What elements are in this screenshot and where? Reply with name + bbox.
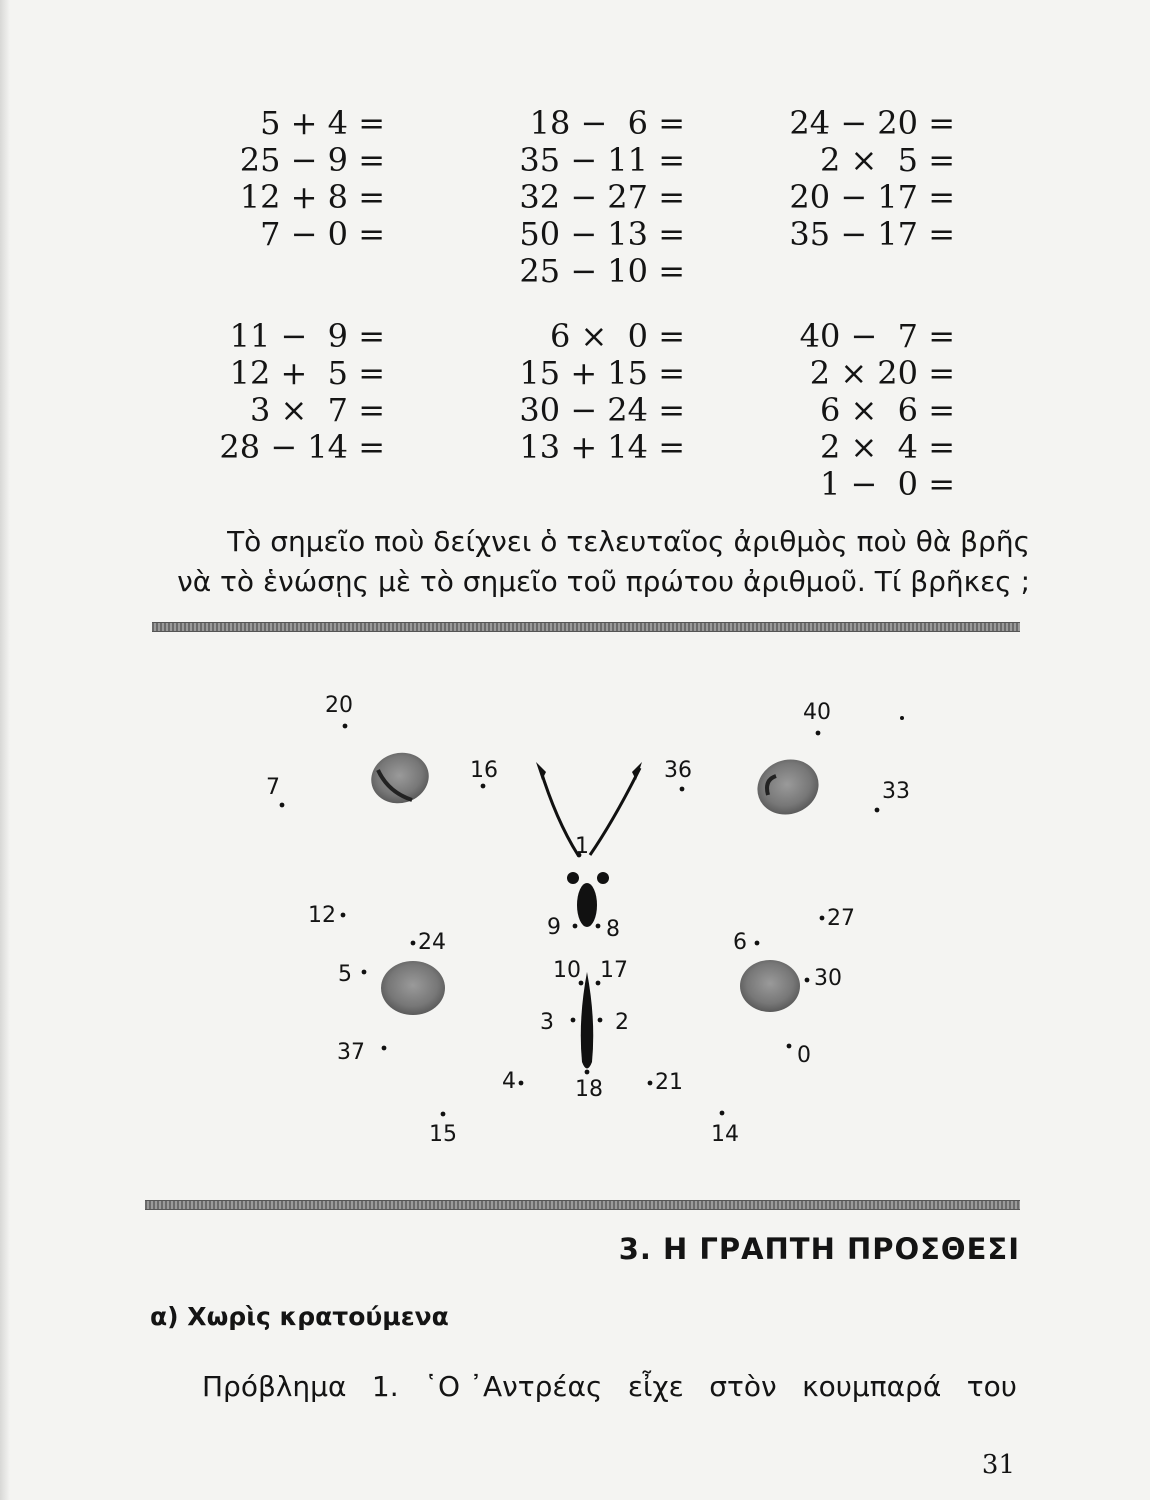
exercise: 11 − 9 = <box>229 317 385 355</box>
dot-label: 20 <box>325 693 353 718</box>
dot-37 <box>382 1046 387 1051</box>
problem-word: ῾Ο ᾽Αντρέας <box>424 1370 603 1403</box>
dot-40-extra <box>900 716 904 720</box>
problem-word: εἶχε <box>627 1370 684 1403</box>
dot-16 <box>481 784 486 789</box>
section-heading: 3. Η ΓΡΑΠΤΗ ΠΡΟΣΘΕΣΙ <box>618 1232 1020 1266</box>
exercise: 40 − 7 = <box>799 317 955 355</box>
dot-label: 18 <box>575 1077 603 1102</box>
problem-line <box>202 1370 1017 1403</box>
dot-label: 10 <box>553 958 581 983</box>
divider-bottom <box>145 1200 1020 1210</box>
eye-left <box>567 872 579 884</box>
dot-2 <box>598 1018 603 1023</box>
dot-label: 33 <box>882 779 910 804</box>
exercise: 6 × 6 = <box>819 391 955 429</box>
wing-spot-top-right <box>750 751 827 823</box>
wing-spot-bottom-right <box>740 960 800 1012</box>
dot-label: 6 <box>733 930 747 955</box>
dot-label: 2 <box>615 1010 629 1035</box>
problem-word: 1. <box>371 1370 399 1403</box>
exercise: 32 − 27 = <box>519 178 685 216</box>
dot-label: 16 <box>470 758 498 783</box>
dot-label: 36 <box>664 758 692 783</box>
dot-33 <box>875 808 880 813</box>
exercise: 12 + 8 = <box>239 178 385 216</box>
dot-label: 27 <box>827 906 855 931</box>
dot-label: 0 <box>797 1043 811 1068</box>
dot-27 <box>820 916 825 921</box>
antenna-right-tip <box>632 762 642 780</box>
problem-word: στὸν <box>709 1370 777 1403</box>
page-number: 31 <box>981 1450 1015 1480</box>
dot-label: 21 <box>655 1070 683 1095</box>
dot-8 <box>596 924 601 929</box>
exercise: 25 − 9 = <box>239 141 385 179</box>
exercise: 15 + 15 = <box>519 354 685 392</box>
dot-label: 9 <box>547 915 561 940</box>
exercise: 12 + 5 = <box>229 354 385 392</box>
wing-spot-bottom-left <box>381 961 445 1015</box>
dot-label: 37 <box>337 1040 365 1065</box>
problem-word: κουμπαρά <box>802 1370 942 1403</box>
dot-24 <box>411 941 416 946</box>
dot-label: 15 <box>429 1122 457 1147</box>
dot-label: 40 <box>803 700 831 725</box>
dot-40 <box>816 731 821 736</box>
section-subheading: α) Χωρὶς κρατούμενα <box>150 1302 449 1331</box>
exercise: 35 − 17 = <box>789 215 955 253</box>
antenna-right <box>590 768 640 855</box>
dot-15 <box>441 1112 446 1117</box>
exercise: 2 × 4 = <box>819 428 955 466</box>
dot-label: 7 <box>266 775 280 800</box>
instruction-line-2: νὰ τὸ ἑνώσῃς μὲ τὸ σημεῖο τοῦ πρώτου ἀριθμοῦ. Τί βρῆκες ; <box>177 565 1030 598</box>
dot-label: 17 <box>600 958 628 983</box>
exercise: 7 − 0 = <box>260 215 385 253</box>
dot-3 <box>571 1018 576 1023</box>
exercise: 3 × 7 = <box>249 391 385 429</box>
problem-word: του <box>966 1370 1017 1403</box>
dot-label: 3 <box>540 1010 554 1035</box>
dot-5 <box>362 970 367 975</box>
dot-12 <box>341 913 346 918</box>
exercise: 50 − 13 = <box>519 215 685 253</box>
exercise: 18 − 6 = <box>529 104 685 142</box>
dot-label: 8 <box>606 917 620 942</box>
antenna-left <box>540 768 578 855</box>
dot-label: 30 <box>814 966 842 991</box>
dot-label: 24 <box>418 930 446 955</box>
dot-label: 12 <box>308 903 336 928</box>
exercise: 28 − 14 = <box>219 428 385 466</box>
dot-36 <box>680 787 685 792</box>
dot-6 <box>755 941 760 946</box>
dot-0 <box>787 1044 792 1049</box>
exercise: 2 × 20 = <box>809 354 955 392</box>
exercise: 13 + 14 = <box>519 428 685 466</box>
exercise: 20 − 17 = <box>789 178 955 216</box>
dot-label: 1 <box>575 834 589 859</box>
dot-18 <box>585 1070 590 1075</box>
butterfly-body <box>581 972 593 1069</box>
dot-30 <box>805 978 810 983</box>
exercise: 35 − 11 = <box>519 141 685 179</box>
wing-spot-top-left <box>366 746 435 809</box>
butterfly-head <box>577 883 597 927</box>
dot-label: 4 <box>502 1069 516 1094</box>
exercise: 2 × 5 = <box>819 141 955 179</box>
exercise: 25 − 10 = <box>519 252 685 290</box>
exercise: 5 + 4 = <box>260 104 385 142</box>
dot-20 <box>343 724 348 729</box>
eye-right <box>597 872 609 884</box>
problem-label: Πρόβλημα <box>202 1370 347 1403</box>
instruction-line-1: Τὸ σημεῖο ποὺ δείχνει ὁ τελευταῖος ἀριθμὸς ποὺ θὰ βρῆς <box>227 525 1030 558</box>
exercise: 24 − 20 = <box>789 104 955 142</box>
dot-7 <box>280 803 285 808</box>
dot-14 <box>720 1111 725 1116</box>
dot-9 <box>573 924 578 929</box>
exercise: 30 − 24 = <box>519 391 685 429</box>
dot-label: 14 <box>711 1122 739 1147</box>
dot-label: 5 <box>338 962 352 987</box>
dot-21 <box>648 1081 653 1086</box>
exercise: 6 × 0 = <box>549 317 685 355</box>
exercise: 1 − 0 = <box>819 465 955 503</box>
dot-4 <box>519 1081 524 1086</box>
